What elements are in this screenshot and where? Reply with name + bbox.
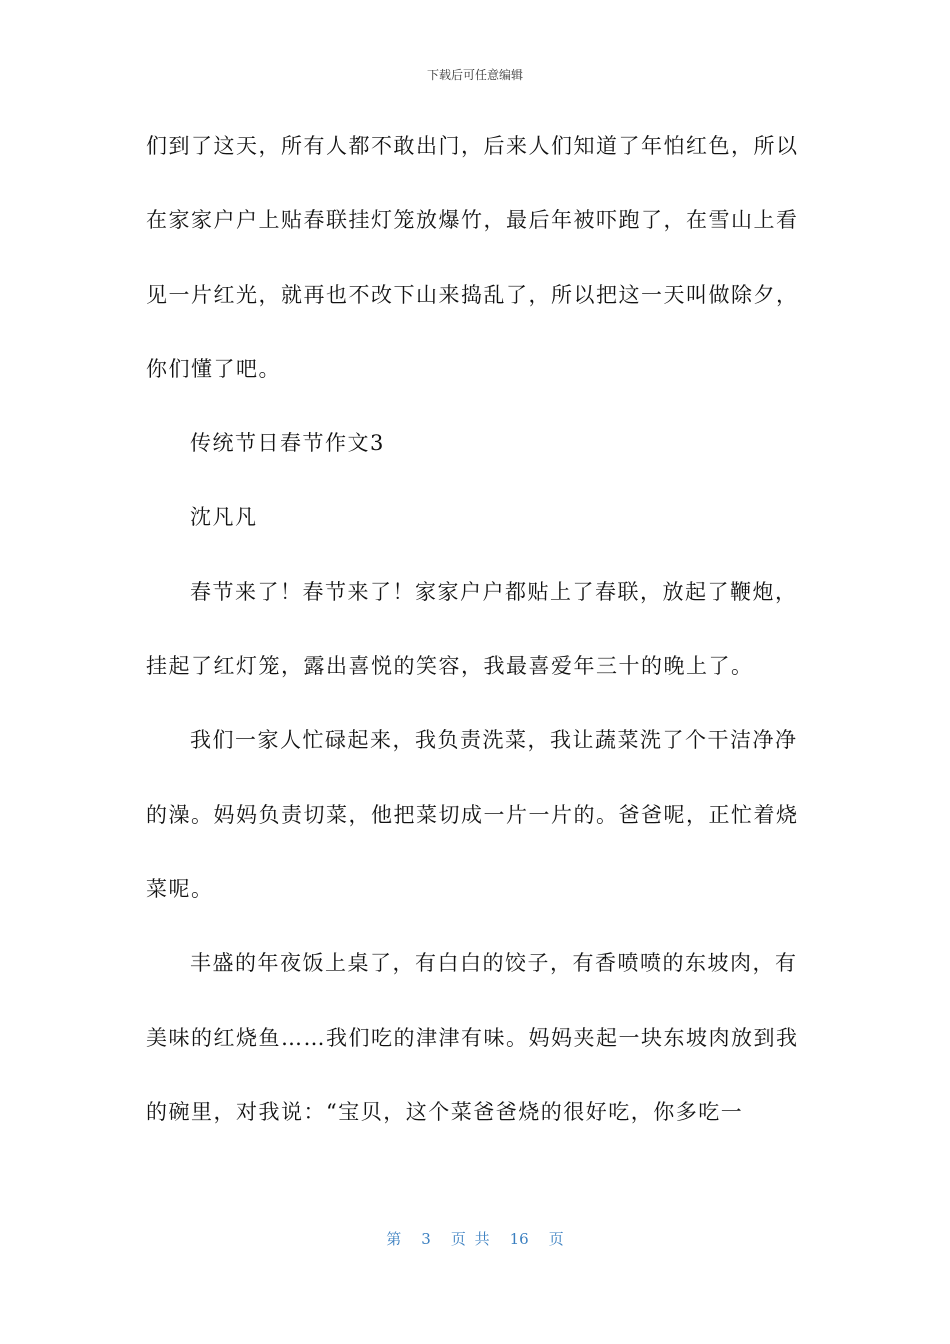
text-line: 丰盛的年夜饭上桌了，有白白的饺子，有香喷喷的东坡肉，有 [190, 951, 798, 976]
essay-title: 传统节日春节作文3 [190, 431, 385, 456]
text-line: 在家家户户上贴春联挂灯笼放爆竹，最后年被吓跑了，在雪山上看 [146, 208, 799, 233]
text-line: 的碗里，对我说：“宝贝，这个菜爸爸烧的很好吃，你多吃一 [146, 1099, 744, 1124]
text-line: 菜呢。 [146, 876, 214, 901]
total-pages: 16 [509, 1230, 529, 1248]
text-line: 们到了这天，所有人都不敢出门，后来人们知道了年怕红色，所以 [146, 134, 799, 158]
page-header: 下载后可任意编辑 [426, 68, 523, 82]
page-footer [0, 1228, 950, 1249]
end-label: 页 [548, 1230, 564, 1248]
document-body [146, 122, 806, 1162]
text-line: 你们懂了吧。 [146, 356, 281, 381]
text-line: 春节来了！春节来了！家家户户都贴上了春联，放起了鞭炮， [190, 579, 798, 604]
text-line: 见一片红光，就再也不改下山来捣乱了，所以把这一天叫做除夕， [146, 282, 799, 307]
page-number: 3 [421, 1230, 431, 1248]
total-label: 页 共 [450, 1230, 490, 1248]
text-line: 美味的红烧鱼……我们吃的津津有味。妈妈夹起一块东坡肉放到我 [146, 1025, 799, 1050]
author-name: 沈凡凡 [190, 505, 258, 530]
text-line: 挂起了红灯笼，露出喜悦的笑容，我最喜爱年三十的晚上了。 [146, 654, 754, 679]
text-line: 的澡。妈妈负责切菜，他把菜切成一片一片的。爸爸呢，正忙着烧 [146, 802, 799, 827]
page-label: 第 [386, 1230, 402, 1248]
text-line: 我们一家人忙碌起来，我负责洗菜，我让蔬菜洗了个干洁净净 [190, 728, 798, 753]
